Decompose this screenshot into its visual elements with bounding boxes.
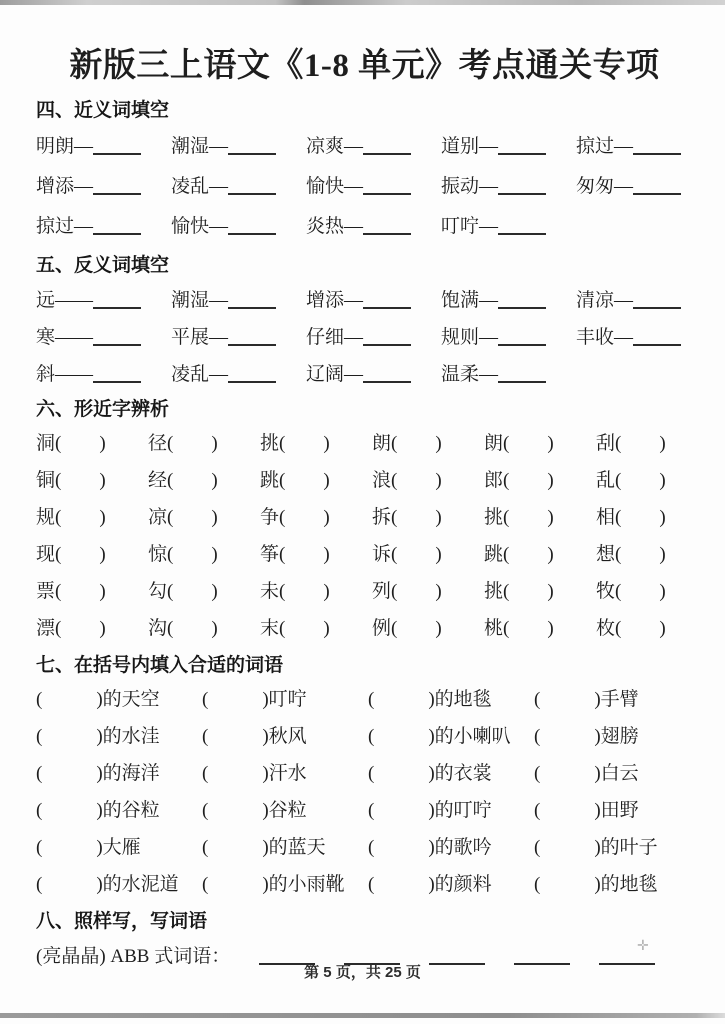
- close-paren: ): [211, 507, 218, 528]
- open-paren: (: [615, 618, 622, 639]
- char-item: 诉( ): [372, 544, 442, 565]
- word-item: [441, 207, 576, 247]
- char-item: 朗( ): [372, 433, 442, 454]
- word-label: 凉爽—: [306, 136, 364, 157]
- open-paren: (: [503, 470, 510, 491]
- char-item: 漂( ): [36, 618, 106, 639]
- char-item: 牧( ): [596, 581, 666, 602]
- char-item: 乱( ): [596, 470, 666, 491]
- open-paren: (: [391, 470, 398, 491]
- section-heading-similar-chars: 六、形近字辨析: [36, 399, 170, 420]
- close-paren: ): [594, 800, 601, 821]
- phrase-item: ( )田野: [534, 800, 639, 821]
- char-item: 挑( ): [484, 507, 554, 528]
- word-item: [36, 319, 171, 356]
- word-item: [306, 282, 441, 319]
- open-paren: (: [167, 581, 174, 602]
- phrase-item: ( )的小雨靴: [202, 874, 345, 895]
- open-paren: (: [534, 800, 541, 821]
- scan-edge-top: [0, 0, 725, 5]
- close-paren: ): [96, 800, 103, 821]
- word-item: [36, 167, 171, 207]
- char-item: 现( ): [36, 544, 106, 565]
- close-paren: ): [211, 544, 218, 565]
- char-item: 跳( ): [260, 470, 330, 491]
- open-paren: (: [167, 618, 174, 639]
- similar-chars-grid: [36, 425, 693, 647]
- close-paren: ): [428, 726, 435, 747]
- open-paren: (: [36, 763, 43, 784]
- word-item: [576, 319, 693, 356]
- open-paren: (: [503, 507, 510, 528]
- close-paren: ): [262, 800, 269, 821]
- open-paren: (: [202, 837, 209, 858]
- phrase-item: ( )的水泥道: [36, 874, 179, 895]
- close-paren: ): [435, 581, 442, 602]
- phrase-item: ( )的叶子: [534, 837, 658, 858]
- close-paren: ): [99, 433, 106, 454]
- word-label: 掠过—: [576, 136, 634, 157]
- char-item: 挑( ): [260, 433, 330, 454]
- open-paren: (: [202, 800, 209, 821]
- close-paren: ): [547, 433, 554, 454]
- blank-line: [228, 369, 276, 383]
- close-paren: ): [547, 470, 554, 491]
- open-paren: (: [368, 837, 375, 858]
- char-item: 拆( ): [372, 507, 442, 528]
- word-label: 叮咛—: [441, 216, 499, 237]
- word-label: 平展—: [171, 327, 229, 348]
- phrase-item: ( )大雁: [36, 837, 141, 858]
- blank-line: [498, 332, 546, 346]
- char-item: 跳( ): [484, 544, 554, 565]
- word-label: 匆匆—: [576, 176, 634, 197]
- open-paren: (: [391, 581, 398, 602]
- close-paren: ): [428, 763, 435, 784]
- open-paren: (: [391, 507, 398, 528]
- open-paren: (: [503, 544, 510, 565]
- close-paren: ): [323, 433, 330, 454]
- open-paren: (: [503, 581, 510, 602]
- open-paren: (: [167, 544, 174, 565]
- blank-line: [93, 332, 141, 346]
- word-label: 丰收—: [576, 327, 634, 348]
- blank-line: [93, 295, 141, 309]
- close-paren: ): [428, 800, 435, 821]
- close-paren: ): [99, 507, 106, 528]
- close-paren: ): [99, 581, 106, 602]
- close-paren: ): [659, 618, 666, 639]
- close-paren: ): [594, 837, 601, 858]
- phrase-item: ( )的谷粒: [36, 800, 160, 821]
- close-paren: ): [594, 726, 601, 747]
- char-item: 惊( ): [148, 544, 218, 565]
- close-paren: ): [323, 618, 330, 639]
- phrase-item: ( )谷粒: [202, 800, 307, 821]
- close-paren: ): [659, 581, 666, 602]
- word-label: 潮湿—: [171, 136, 229, 157]
- char-item: 刮( ): [596, 433, 666, 454]
- word-item: [306, 356, 441, 393]
- open-paren: (: [202, 689, 209, 710]
- word-label: 潮湿—: [171, 290, 229, 311]
- open-paren: (: [615, 507, 622, 528]
- word-label: 愉快—: [306, 176, 364, 197]
- blank-line: [363, 332, 411, 346]
- char-item: 朗( ): [484, 433, 554, 454]
- word-item: [306, 319, 441, 356]
- phrase-item: ( )汗水: [202, 763, 307, 784]
- word-label: 饱满—: [441, 290, 499, 311]
- phrase-item: ( )的海洋: [36, 763, 160, 784]
- phrase-item: ( )的水洼: [36, 726, 160, 747]
- worksheet-content: [0, 44, 725, 973]
- word-label: 道别—: [441, 136, 499, 157]
- word-label: 辽阔—: [306, 364, 364, 385]
- close-paren: ): [262, 726, 269, 747]
- char-item: 枚( ): [596, 618, 666, 639]
- open-paren: (: [368, 726, 375, 747]
- close-paren: ): [211, 470, 218, 491]
- open-paren: (: [167, 470, 174, 491]
- blank-line: [363, 295, 411, 309]
- close-paren: ): [435, 544, 442, 565]
- char-item: 想( ): [596, 544, 666, 565]
- char-item: 经( ): [148, 470, 218, 491]
- char-item: 郎( ): [484, 470, 554, 491]
- blank-line: [93, 141, 141, 155]
- word-label: 振动—: [441, 176, 499, 197]
- page-footer: 第 5 页，共 25 页: [304, 964, 421, 981]
- word-item: [171, 282, 306, 319]
- phrase-item: ( )白云: [534, 763, 639, 784]
- word-item: [171, 127, 306, 167]
- char-item: 未( ): [260, 581, 330, 602]
- word-item: [36, 207, 171, 247]
- blank-line: [228, 332, 276, 346]
- close-paren: ): [211, 433, 218, 454]
- blank-line: [498, 295, 546, 309]
- open-paren: (: [55, 507, 62, 528]
- blank-line: [93, 181, 141, 195]
- word-label: 掠过—: [36, 216, 94, 237]
- blank-line: [93, 369, 141, 383]
- word-label: 温柔—: [441, 364, 499, 385]
- word-label: 寒——: [36, 327, 94, 348]
- close-paren: ): [262, 763, 269, 784]
- blank-line: [363, 181, 411, 195]
- open-paren: (: [55, 433, 62, 454]
- open-paren: (: [534, 763, 541, 784]
- close-paren: ): [594, 763, 601, 784]
- word-item: [171, 356, 306, 393]
- phrase-item: ( )的地毯: [368, 689, 492, 710]
- open-paren: (: [503, 433, 510, 454]
- open-paren: (: [615, 433, 622, 454]
- char-item: 相( ): [596, 507, 666, 528]
- close-paren: ): [659, 507, 666, 528]
- close-paren: ): [594, 874, 601, 895]
- close-paren: ): [96, 837, 103, 858]
- phrase-item: ( )的蓝天: [202, 837, 326, 858]
- open-paren: (: [534, 726, 541, 747]
- open-paren: (: [279, 433, 286, 454]
- word-item: [171, 207, 306, 247]
- open-paren: (: [368, 763, 375, 784]
- fill-words-grid: [36, 681, 693, 903]
- word-item: [576, 127, 693, 167]
- section-heading-fill-words: 七、在括号内填入合适的词语: [36, 655, 284, 676]
- phrase-item: ( )的小喇叭: [368, 726, 511, 747]
- char-item: 规( ): [36, 507, 106, 528]
- open-paren: (: [534, 874, 541, 895]
- open-paren: (: [202, 763, 209, 784]
- char-item: 列( ): [372, 581, 442, 602]
- phrase-item: ( )的地毯: [534, 874, 658, 895]
- close-paren: ): [435, 470, 442, 491]
- open-paren: (: [279, 618, 286, 639]
- phrase-item: ( )叮咛: [202, 689, 307, 710]
- open-paren: (: [279, 581, 286, 602]
- word-item: [171, 319, 306, 356]
- close-paren: ): [96, 726, 103, 747]
- char-item: 洞( ): [36, 433, 106, 454]
- close-paren: ): [323, 581, 330, 602]
- section-heading-abb: 八、照样写，写词语: [36, 911, 208, 932]
- char-item: 挑( ): [484, 581, 554, 602]
- close-paren: ): [96, 763, 103, 784]
- char-item: 径( ): [148, 433, 218, 454]
- char-item: 筝( ): [260, 544, 330, 565]
- char-item: 沟( ): [148, 618, 218, 639]
- close-paren: ): [659, 544, 666, 565]
- close-paren: ): [659, 433, 666, 454]
- open-paren: (: [202, 726, 209, 747]
- close-paren: ): [547, 544, 554, 565]
- blank-line: [228, 295, 276, 309]
- word-item: [306, 207, 441, 247]
- word-item: [441, 167, 576, 207]
- char-item: 例( ): [372, 618, 442, 639]
- scan-edge-bottom: [0, 1013, 725, 1018]
- word-item: [306, 167, 441, 207]
- open-paren: (: [279, 544, 286, 565]
- word-item: [36, 127, 171, 167]
- word-label: 清凉—: [576, 290, 634, 311]
- move-cursor-icon: ✛: [637, 939, 649, 954]
- open-paren: (: [279, 470, 286, 491]
- section-heading-antonyms: 五、反义词填空: [36, 255, 170, 276]
- open-paren: (: [36, 874, 43, 895]
- open-paren: (: [279, 507, 286, 528]
- char-item: 桃( ): [484, 618, 554, 639]
- word-label: 明朗—: [36, 136, 94, 157]
- blank-line: [228, 181, 276, 195]
- antonyms-grid: [36, 282, 693, 393]
- blank-line: [498, 141, 546, 155]
- close-paren: ): [323, 544, 330, 565]
- close-paren: ): [435, 618, 442, 639]
- close-paren: ): [547, 507, 554, 528]
- word-label: 远——: [36, 290, 94, 311]
- open-paren: (: [55, 544, 62, 565]
- open-paren: (: [36, 800, 43, 821]
- blank-line: [633, 295, 681, 309]
- word-label: 凌乱—: [171, 176, 229, 197]
- blank-line: [363, 141, 411, 155]
- open-paren: (: [36, 689, 43, 710]
- open-paren: (: [391, 618, 398, 639]
- close-paren: ): [211, 581, 218, 602]
- blank-line: [228, 141, 276, 155]
- open-paren: (: [534, 689, 541, 710]
- word-item: [441, 282, 576, 319]
- close-paren: ): [262, 874, 269, 895]
- char-item: 浪( ): [372, 470, 442, 491]
- open-paren: (: [391, 544, 398, 565]
- close-paren: ): [99, 544, 106, 565]
- blank-line: [498, 181, 546, 195]
- blank-line: [633, 181, 681, 195]
- blank-line: [363, 369, 411, 383]
- phrase-item: ( )的衣裳: [368, 763, 492, 784]
- close-paren: ): [96, 874, 103, 895]
- char-item: 勾( ): [148, 581, 218, 602]
- blank-line: [633, 332, 681, 346]
- word-item: [576, 282, 693, 319]
- char-item: 铜( ): [36, 470, 106, 491]
- word-item: [576, 167, 693, 207]
- close-paren: ): [547, 581, 554, 602]
- blank-line: [498, 369, 546, 383]
- word-item: [171, 167, 306, 207]
- word-item: [441, 319, 576, 356]
- phrase-item: ( )手臂: [534, 689, 639, 710]
- open-paren: (: [615, 544, 622, 565]
- blank-line: [633, 141, 681, 155]
- open-paren: (: [167, 507, 174, 528]
- close-paren: ): [262, 837, 269, 858]
- close-paren: ): [96, 689, 103, 710]
- close-paren: ): [211, 618, 218, 639]
- word-item: [306, 127, 441, 167]
- synonyms-grid: [36, 127, 693, 247]
- phrase-item: ( )秋风: [202, 726, 307, 747]
- phrase-item: ( )的天空: [36, 689, 160, 710]
- word-label: 炎热—: [306, 216, 364, 237]
- open-paren: (: [368, 800, 375, 821]
- page-title: 新版三上语文《1-8 单元》考点通关专项: [69, 48, 660, 84]
- blank-line: [363, 221, 411, 235]
- open-paren: (: [36, 726, 43, 747]
- section-heading-synonyms: 四、近义词填空: [36, 100, 170, 121]
- open-paren: (: [391, 433, 398, 454]
- close-paren: ): [323, 507, 330, 528]
- word-label: 愉快—: [171, 216, 229, 237]
- open-paren: (: [55, 581, 62, 602]
- close-paren: ): [428, 837, 435, 858]
- word-item: [441, 127, 576, 167]
- char-item: 争( ): [260, 507, 330, 528]
- blank-line: [498, 221, 546, 235]
- close-paren: ): [323, 470, 330, 491]
- word-label: 凌乱—: [171, 364, 229, 385]
- close-paren: ): [262, 689, 269, 710]
- phrase-item: ( )的颜料: [368, 874, 492, 895]
- char-item: 末( ): [260, 618, 330, 639]
- word-label: 仔细—: [306, 327, 364, 348]
- word-item: [441, 356, 576, 393]
- close-paren: ): [99, 618, 106, 639]
- blank-line: [228, 221, 276, 235]
- phrase-item: ( )翅膀: [534, 726, 639, 747]
- word-item: [36, 356, 171, 393]
- close-paren: ): [547, 618, 554, 639]
- blank-line: [93, 221, 141, 235]
- open-paren: (: [615, 581, 622, 602]
- word-label: 规则—: [441, 327, 499, 348]
- close-paren: ): [435, 433, 442, 454]
- close-paren: ): [428, 689, 435, 710]
- open-paren: (: [55, 618, 62, 639]
- open-paren: (: [534, 837, 541, 858]
- open-paren: (: [368, 874, 375, 895]
- open-paren: (: [615, 470, 622, 491]
- word-label: 增添—: [306, 290, 364, 311]
- phrase-item: ( )的叮咛: [368, 800, 492, 821]
- open-paren: (: [503, 618, 510, 639]
- close-paren: ): [428, 874, 435, 895]
- char-item: 凉( ): [148, 507, 218, 528]
- open-paren: (: [36, 837, 43, 858]
- phrase-item: ( )的歌吟: [368, 837, 492, 858]
- open-paren: (: [202, 874, 209, 895]
- close-paren: ): [99, 470, 106, 491]
- word-label: 斜——: [36, 364, 94, 385]
- char-item: 票( ): [36, 581, 106, 602]
- open-paren: (: [55, 470, 62, 491]
- open-paren: (: [167, 433, 174, 454]
- open-paren: (: [368, 689, 375, 710]
- word-item: [36, 282, 171, 319]
- abb-example-label: (亮晶晶) ABB 式词语：: [36, 946, 231, 967]
- word-label: 增添—: [36, 176, 94, 197]
- close-paren: ): [435, 507, 442, 528]
- close-paren: ): [659, 470, 666, 491]
- close-paren: ): [594, 689, 601, 710]
